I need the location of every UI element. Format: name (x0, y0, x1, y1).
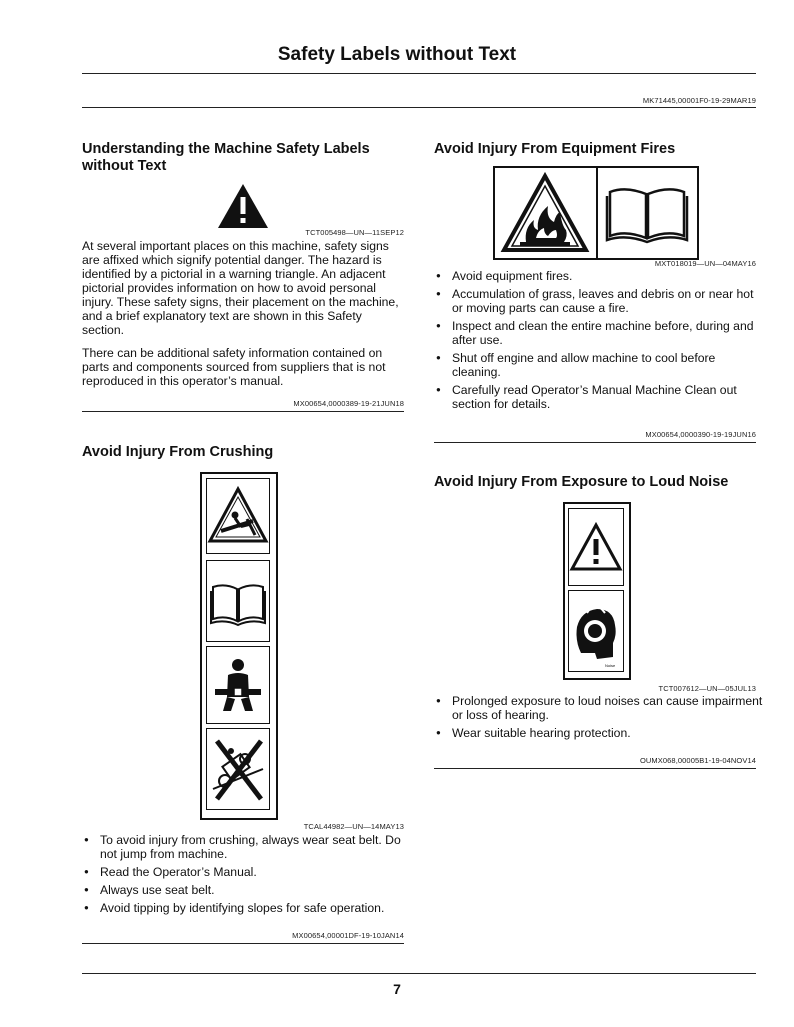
page-title: Safety Labels without Text (277, 44, 517, 65)
list-item: ● Shut off engine and allow machine to cool before cleaning. (434, 351, 764, 379)
list-item: ● Avoid tipping by identifying slopes for safe operation. (82, 901, 410, 915)
hearing-protection-cell (568, 590, 624, 672)
list-item: ● Inspect and clean the entire machine before, during and after use. (434, 319, 764, 347)
crushing-image-ref: TCAL44982—UN—14MAY13 (303, 822, 404, 831)
seatbelt-icon (207, 647, 269, 723)
noise-rule (434, 768, 756, 769)
understanding-section-ref: MX00654,0000389-19-21JUN18 (293, 399, 404, 408)
crushing-heading: Avoid Injury From Crushing (82, 444, 274, 460)
list-item: ● Accumulation of grass, leaves and debris on or near hot or moving parts can cause a fire. (434, 287, 764, 315)
fire-hazard-icon (500, 172, 590, 254)
header-rule (82, 73, 756, 74)
manual-cell (206, 560, 270, 642)
list-item: ● Avoid equipment fires. (434, 269, 764, 283)
fires-bullet-list (434, 269, 764, 415)
noise-image-ref: TCT007612—UN—05JUL13 (658, 684, 756, 693)
tipping-cell (206, 728, 270, 810)
warning-triangle-icon (217, 183, 269, 229)
crushing-bullet-list (82, 833, 410, 919)
understanding-rule (82, 411, 404, 412)
understanding-paragraph-2: There can be additional safety information contained on parts and components sourced from suppliers that is not reproduced in this operator’s manual. (82, 346, 386, 388)
noise-section-ref: OUMX068,00005B1-19-04NOV14 (639, 756, 756, 765)
list-item: ● Wear suitable hearing protection. (434, 726, 764, 740)
understanding-paragraph-1: At several important places on this machine, safety signs are affixed which signify potential danger. The hazard is identified by a pictorial in a warning triangle. An adjacent pictorial provides information on how to avoid personal injury. These safety signs, their placement on the machine, and a brief explanatory text are shown in this Safety section. (82, 239, 399, 337)
fires-heading: Avoid Injury From Equipment Fires (434, 141, 676, 157)
operator-manual-icon (207, 561, 269, 641)
list-item: ● Carefully read Operator’s Manual Machine Clean out section for details. (434, 383, 764, 411)
seatbelt-cell (206, 646, 270, 724)
crush-hazard-icon (207, 479, 269, 553)
footer-rule (82, 973, 756, 974)
fire-manual-icon (602, 172, 692, 254)
crushing-section-ref: MX00654,00001DF-19-10JAN14 (292, 931, 404, 940)
page-title-ref: MK71445,00001F0-19-29MAR19 (642, 96, 756, 105)
crush-hazard-cell (206, 478, 270, 554)
noise-warning-cell (568, 508, 624, 586)
list-item: ● To avoid injury from crushing, always wear seat belt. Do not jump from machine. (82, 833, 410, 861)
noise-heading: Avoid Injury From Exposure to Loud Noise (434, 474, 729, 490)
noise-bullet-list (434, 694, 764, 744)
list-item: ● Always use seat belt. (82, 883, 410, 897)
fires-image-ref: MXT018019—UN—04MAY16 (654, 259, 756, 268)
no-tipping-icon (207, 729, 269, 809)
fire-label-divider (596, 166, 598, 260)
fires-rule (434, 442, 756, 443)
understanding-image-ref: TCT005498—UN—11SEP12 (305, 228, 404, 237)
svg-text:Noise: Noise (605, 663, 616, 668)
crushing-rule (82, 943, 404, 944)
page-number: 7 (393, 981, 401, 997)
understanding-heading: Understanding the Machine Safety Labels without Text (82, 141, 370, 174)
list-item: ● Prolonged exposure to loud noises can cause impairment or loss of hearing. (434, 694, 764, 722)
list-item: ● Read the Operator’s Manual. (82, 865, 410, 879)
warning-triangle-icon (569, 509, 623, 585)
fires-section-ref: MX00654,0000390-19-19JUN16 (645, 430, 756, 439)
hearing-protection-icon (569, 591, 623, 671)
header-rule-2 (82, 107, 756, 108)
